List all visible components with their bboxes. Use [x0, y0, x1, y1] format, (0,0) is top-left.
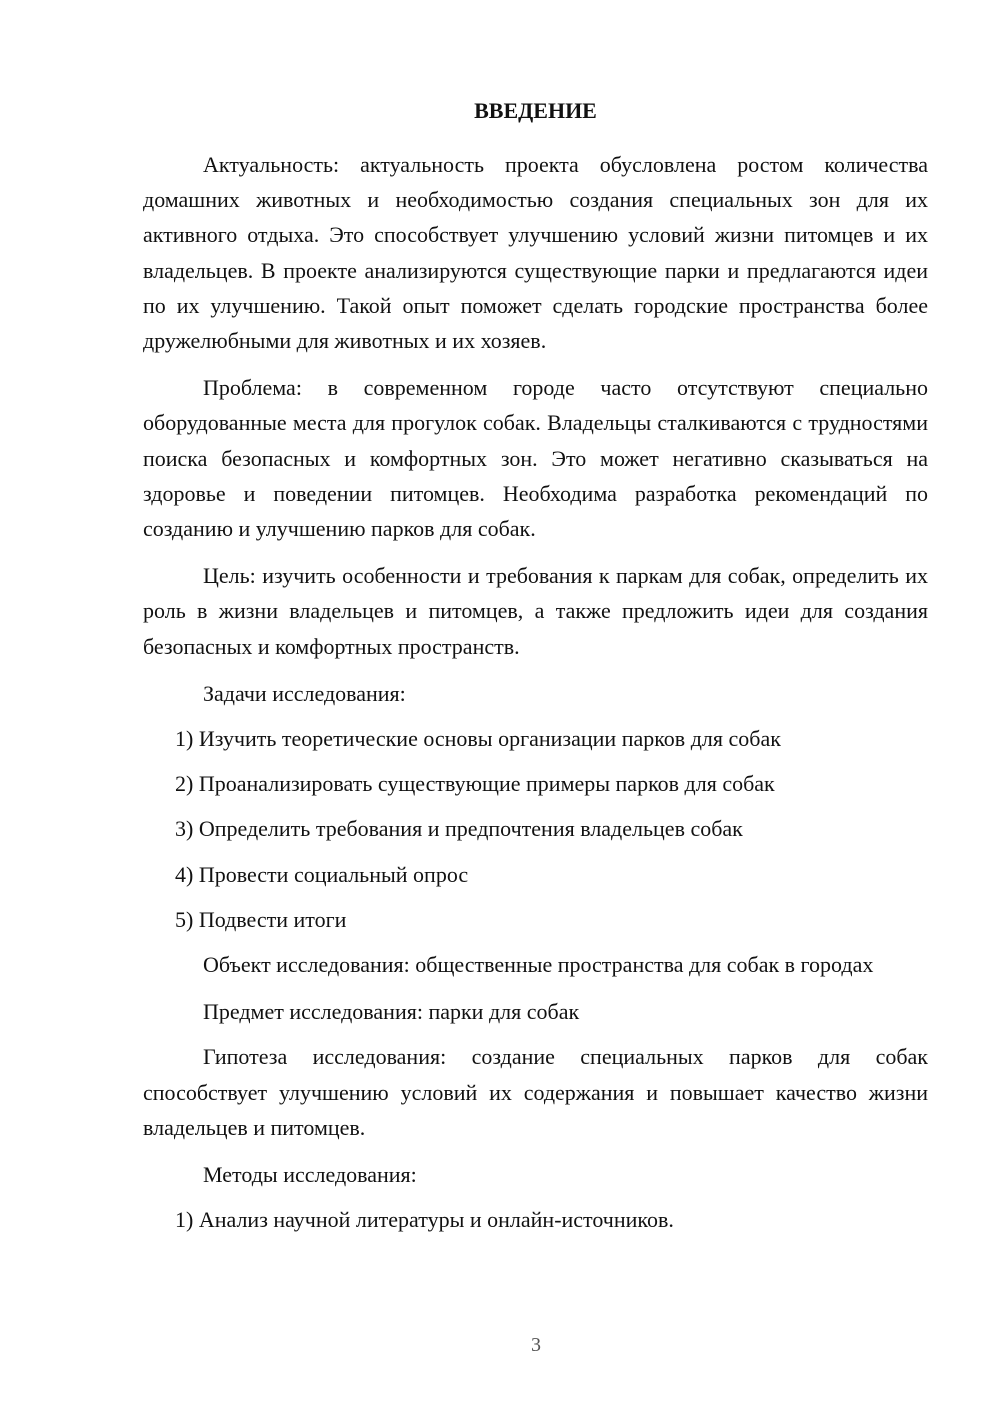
- page-number: 3: [531, 1334, 541, 1356]
- list-item: 1) Анализ научной литературы и онлайн-источников.: [175, 1207, 674, 1233]
- tasks-list: [143, 721, 928, 937]
- page-content: [143, 97, 928, 1247]
- object-paragraph: Объект исследования: общественные пространства для собак в городах: [203, 952, 874, 978]
- list-item: 4) Провести социальный опрос: [175, 861, 469, 887]
- methods-list: [143, 1202, 928, 1237]
- problem-paragraph: Проблема: в современном городе часто отсутствуют специально оборудованные места для прогулок собак. Владельцы сталкиваются с трудностями поиска безопасных и комфортных зон. Это может негативно сказываться на здоровье и поведении питомцев. Необходима разработка рекомендаций по созданию и улучшению парков для собак.: [143, 375, 928, 542]
- relevance-paragraph: Актуальность: актуальность проекта обусловлена ростом количества домашних животных и необходимостью создания специальных зон для их активного отдыха. Это способствует улучшению условий жизни питомцев и их владельцев. В проекте анализируются существующие парки и предлагаются идеи по их улучшению. Такой опыт поможет сделать городские пространства более дружелюбными для животных и их хозяев.: [143, 152, 928, 354]
- tasks-heading: Задачи исследования:: [203, 680, 406, 706]
- page-title: ВВЕДЕНИЕ: [474, 98, 597, 123]
- methods-heading: Методы исследования:: [203, 1162, 417, 1188]
- list-item: 2) Проанализировать существующие примеры парков для собак: [175, 771, 775, 797]
- list-item: 3) Определить требования и предпочтения владельцев собак: [175, 816, 743, 842]
- list-item: 1) Изучить теоретические основы организации парков для собак: [175, 726, 781, 752]
- goal-paragraph: Цель: изучить особенности и требования к паркам для собак, определить их роль в жизни владельцев и питомцев, а также предложить идеи для создания безопасных и комфортных пространств.: [143, 563, 928, 659]
- subject-paragraph: Предмет исследования: парки для собак: [203, 999, 580, 1025]
- hypothesis-paragraph: Гипотеза исследования: создание специальных парков для собак способствует улучшению условий их содержания и повышает качество жизни владельцев и питомцев.: [143, 1044, 928, 1140]
- list-item: 5) Подвести итоги: [175, 906, 347, 932]
